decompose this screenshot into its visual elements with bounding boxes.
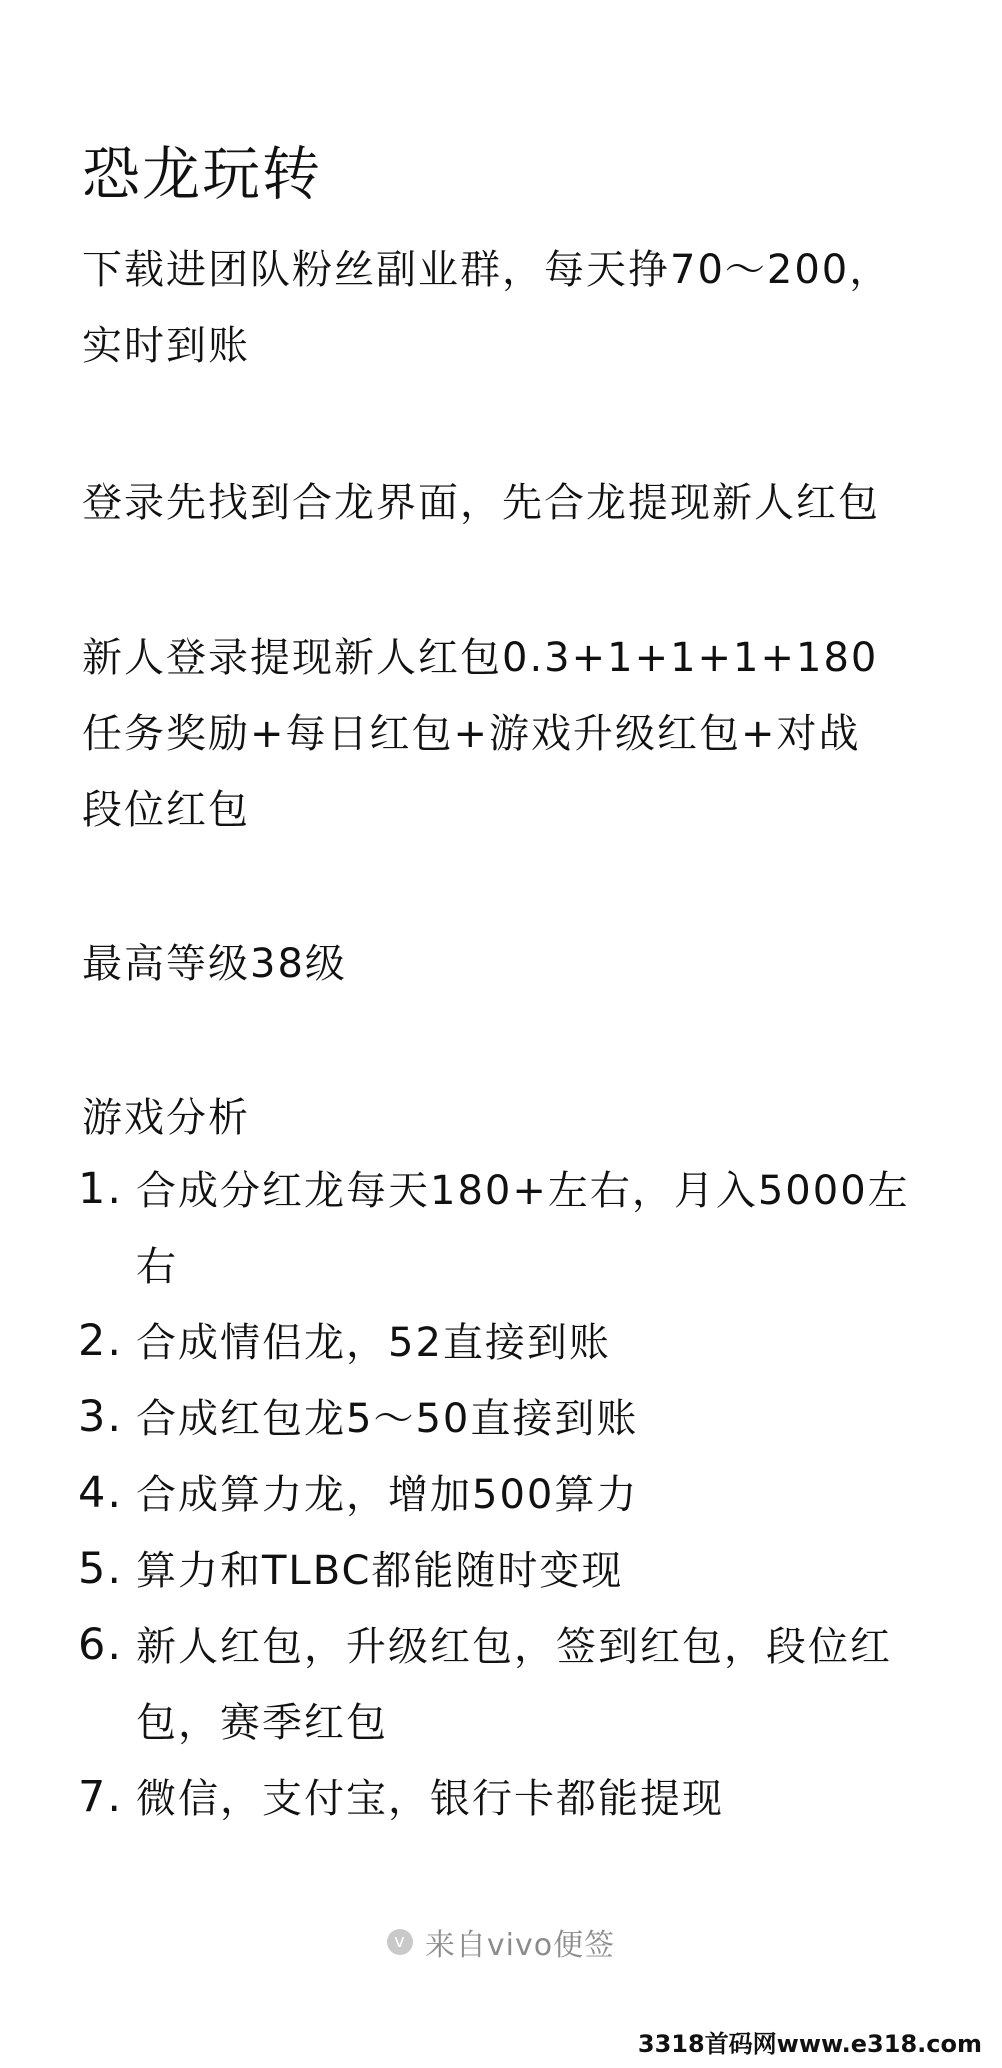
source-label: 来自vivo便签 (424, 1928, 616, 1963)
site-watermark: 3318首码网www.e318.com (634, 2028, 986, 2060)
list-item (78, 1305, 938, 1381)
game-analysis-list (78, 1153, 938, 1837)
list-number: 6. (78, 1620, 124, 1670)
list-number: 2. (78, 1316, 124, 1366)
vivo-notes-icon: v (387, 1929, 413, 1955)
note-title: 恐龙玩转 (82, 139, 323, 208)
list-number: 4. (78, 1468, 124, 1518)
paragraph-login-withdraw: 登录先找到合龙界面，先合龙提现新人红包 (82, 480, 880, 526)
paragraph-max-level: 最高等级38级 (82, 941, 347, 987)
list-item-text: 算力和TLBC都能随时变现 (136, 1548, 624, 1594)
list-number: 3. (78, 1392, 124, 1442)
list-item (78, 1609, 938, 1761)
list-number: 1. (78, 1164, 124, 1214)
list-item-text: 合成红包龙5～50直接到账 (136, 1396, 639, 1442)
list-item-text: 合成分红龙每天180+左右，月入5000左右 (136, 1168, 910, 1290)
list-item-text: 合成算力龙，增加500算力 (136, 1472, 639, 1518)
list-item-text: 新人红包，升级红包，签到红包，段位红 包，赛季红包 (136, 1624, 892, 1746)
source-footer (0, 1920, 1002, 1964)
list-item (78, 1153, 938, 1305)
list-number: 7. (78, 1772, 124, 1822)
list-item (78, 1457, 938, 1533)
list-item (78, 1381, 938, 1457)
paragraph-download-group: 下载进团队粉丝副业群，每天挣70～200， 实时到账 (82, 247, 892, 369)
paragraph-new-user-rewards: 新人登录提现新人红包0.3+1+1+1+180 任务奖励+每日红包+游戏升级红包+对战 段位红包 (82, 635, 879, 833)
section-title-game-analysis: 游戏分析 (82, 1095, 250, 1141)
list-number: 5. (78, 1544, 124, 1594)
list-item (78, 1761, 938, 1837)
list-item (78, 1533, 938, 1609)
list-item-text: 合成情侣龙，52直接到账 (136, 1320, 611, 1366)
list-item-text: 微信，支付宝，银行卡都能提现 (136, 1776, 724, 1822)
